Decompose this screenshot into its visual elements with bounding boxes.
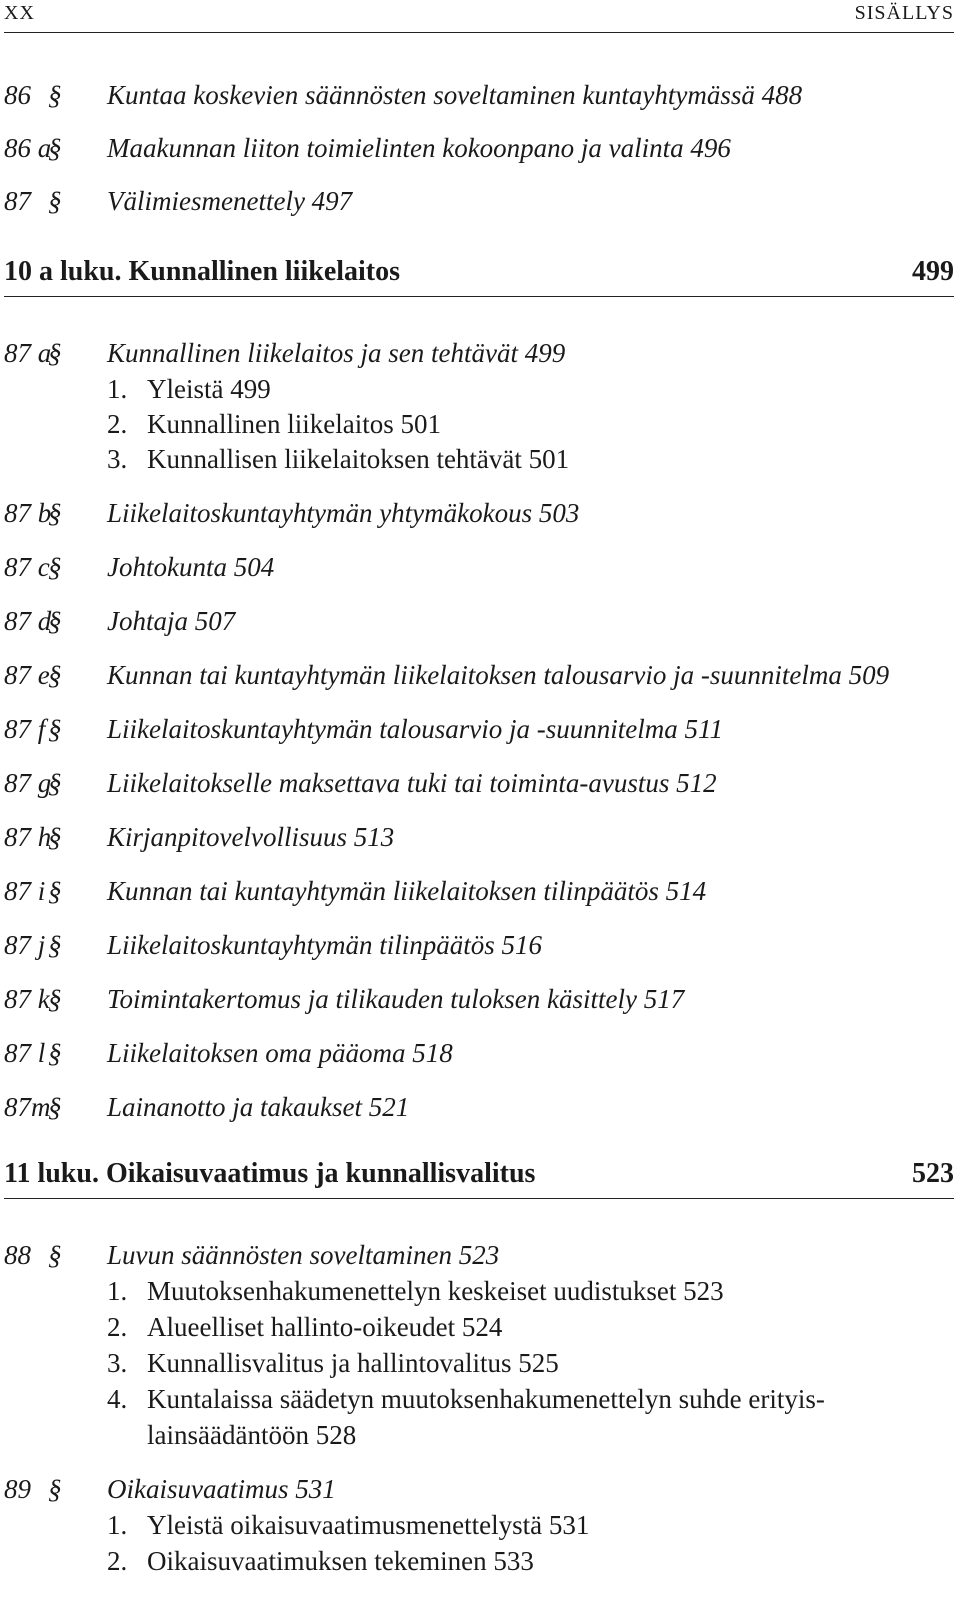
section-number: 89 (4, 1474, 31, 1504)
chapter-page: 523 (912, 1158, 954, 1189)
subentry-number: 2. (107, 409, 128, 439)
subentry-number: 3. (107, 444, 128, 474)
toc-subentry[interactable] (107, 1382, 825, 1416)
entry-title: Johtaja 507 (107, 606, 236, 636)
section-symbol: § (48, 984, 62, 1014)
subentry-text: Yleistä 499 (147, 374, 271, 404)
section-symbol: § (48, 186, 62, 216)
section-symbol: § (48, 714, 62, 744)
section-number: 87 k (4, 984, 50, 1014)
subentry-text: Kunnallisen liikelaitoksen tehtävät 501 (147, 444, 570, 474)
entry-title: Kirjanpitovelvollisuus 513 (107, 822, 395, 852)
section-number: 87 l (4, 1038, 46, 1068)
entry-title: Välimiesmenettely 497 (107, 186, 353, 216)
entry-title: Maakunnan liiton toimielinten kokoonpano ja valinta 496 (107, 133, 731, 163)
section-symbol: § (48, 606, 62, 636)
entry-title: Lainanotto ja takaukset 521 (107, 1092, 410, 1122)
entry-title: Liikelaitoksen oma pääoma 518 (107, 1038, 453, 1068)
entry-title: Johtokunta 504 (107, 552, 275, 582)
subentry-number: 1. (107, 374, 128, 404)
chapter-page: 499 (912, 256, 954, 287)
entry-title: Liikelaitokselle maksettava tuki tai toiminta-avustus 512 (107, 768, 717, 798)
entry-title: Kunnallinen liikelaitos ja sen tehtävät 499 (107, 338, 566, 368)
section-symbol: § (48, 822, 62, 852)
section-number: 87 i (4, 876, 46, 906)
section-number: 87 b (4, 498, 52, 528)
entry-title: Oikaisuvaatimus 531 (107, 1474, 336, 1504)
section-symbol: § (48, 498, 62, 528)
subentry-text: Kuntalaissa säädetyn muutoksenhakumenettelyn suhde erityis- (147, 1384, 825, 1414)
section-number: 87 a (4, 338, 52, 368)
subentry-number: 3. (107, 1348, 128, 1378)
toc-subentry[interactable] (107, 407, 441, 441)
entry-title: Luvun säännösten soveltaminen 523 (107, 1240, 500, 1270)
toc-subentry[interactable] (107, 1508, 589, 1542)
running-title: SISÄLLYS (854, 2, 954, 24)
entry-title: Kunnan tai kuntayhtymän liikelaitoksen talousarvio ja -suunnitelma 509 (107, 660, 890, 690)
section-number: 87 h (4, 822, 52, 852)
section-number: 87 d (4, 606, 52, 636)
section-number: 86 a (4, 133, 52, 163)
entry-title: Kunnan tai kuntayhtymän liikelaitoksen tilinpäätös 514 (107, 876, 707, 906)
chapter-title: 10 a luku. Kunnallinen liikelaitos (4, 256, 401, 287)
toc-subentry[interactable] (107, 1544, 534, 1578)
subentry-text: lainsäädäntöön 528 (147, 1420, 357, 1450)
subentry-number: 1. (107, 1276, 128, 1306)
section-number: 86 (4, 80, 31, 110)
subentry-text: Kunnallisvalitus ja hallintovalitus 525 (147, 1348, 559, 1378)
subentry-text: Kunnallinen liikelaitos 501 (147, 409, 441, 439)
chapter-heading[interactable] (4, 1158, 954, 1199)
section-number: 88 (4, 1240, 31, 1270)
subentry-number: 4. (107, 1384, 128, 1414)
page-number-roman: XX (4, 2, 35, 24)
section-symbol: § (48, 1240, 62, 1270)
subentry-text: Alueelliset hallinto-oikeudet 524 (147, 1312, 503, 1342)
section-number: 87 f (4, 714, 46, 744)
toc-subentry[interactable] (107, 1274, 724, 1308)
section-number: 87 e (4, 660, 50, 690)
subentry-number: 2. (107, 1312, 128, 1342)
subentry-text: Oikaisuvaatimuksen tekeminen 533 (147, 1546, 534, 1576)
section-number: 87 j (4, 930, 46, 960)
section-number: 87 (4, 186, 31, 216)
section-number: 87 g (4, 768, 52, 798)
entry-title: Kuntaa koskevien säännösten soveltaminen kuntayhtymässä 488 (107, 80, 803, 110)
entry-title: Liikelaitoskuntayhtymän tilinpäätös 516 (107, 930, 542, 960)
running-head (4, 0, 954, 33)
subentry-number: 1. (107, 1510, 128, 1540)
entry-title: Liikelaitoskuntayhtymän talousarvio ja -suunnitelma 511 (107, 714, 723, 744)
section-number: 87m (4, 1092, 51, 1122)
entry-title: Liikelaitoskuntayhtymän yhtymäkokous 503 (107, 498, 580, 528)
section-symbol: § (48, 1038, 62, 1068)
section-symbol: § (48, 338, 62, 368)
subentry-text: Yleistä oikaisuvaatimusmenettelystä 531 (147, 1510, 590, 1540)
section-number: 87 c (4, 552, 50, 582)
section-symbol: § (48, 133, 62, 163)
section-symbol: § (48, 552, 62, 582)
section-symbol: § (48, 660, 62, 690)
entry-title: Toimintakertomus ja tilikauden tuloksen käsittely 517 (107, 984, 685, 1014)
toc-subentry[interactable] (107, 372, 271, 406)
section-symbol: § (48, 1092, 62, 1122)
toc-subentry[interactable] (107, 1346, 559, 1380)
section-symbol: § (48, 80, 62, 110)
chapter-heading[interactable] (4, 256, 954, 297)
section-symbol: § (48, 1474, 62, 1504)
toc-subentry[interactable] (107, 1310, 502, 1344)
section-symbol: § (48, 876, 62, 906)
toc-subentry-continuation[interactable] (107, 1418, 356, 1452)
toc-subentry[interactable] (107, 442, 569, 476)
subentry-text: Muutoksenhakumenettelyn keskeiset uudistukset 523 (147, 1276, 724, 1306)
section-symbol: § (48, 768, 62, 798)
section-symbol: § (48, 930, 62, 960)
chapter-title: 11 luku. Oikaisuvaatimus ja kunnallisvalitus (4, 1158, 536, 1189)
subentry-number: 2. (107, 1546, 128, 1576)
